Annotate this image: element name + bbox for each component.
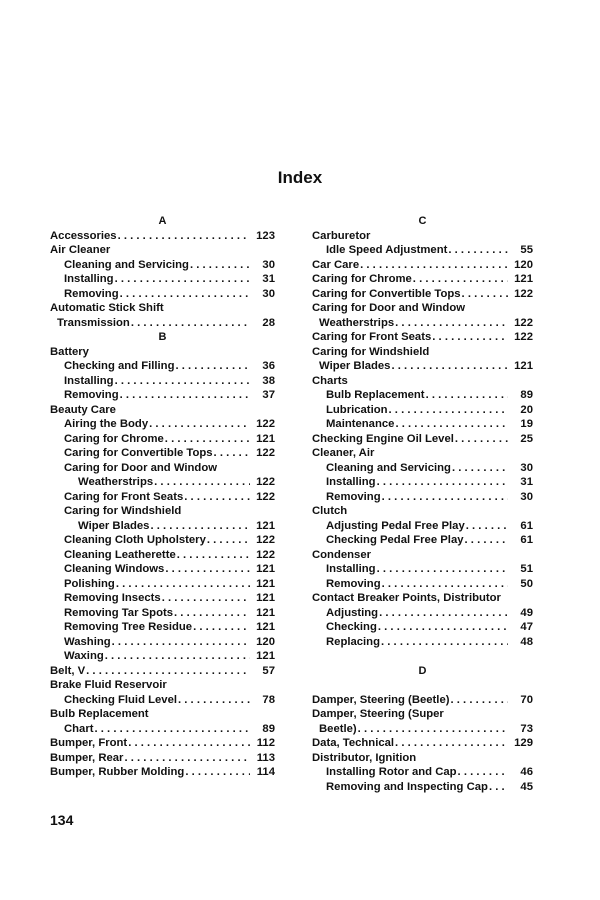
- entry-text: Beauty Care: [50, 403, 116, 416]
- dot-leader: [112, 635, 250, 650]
- index-entry: [50, 519, 275, 534]
- dot-leader: [448, 243, 508, 258]
- index-entry: [50, 475, 275, 490]
- dot-leader: [360, 258, 508, 273]
- entry-page-number: 57: [262, 664, 275, 677]
- entry-text: Removing: [64, 287, 119, 300]
- dot-leader: [378, 620, 508, 635]
- dot-leader: [382, 577, 508, 592]
- index-entry: [50, 722, 275, 737]
- dot-leader: [150, 519, 250, 534]
- index-entry: [312, 736, 533, 751]
- dot-leader: [395, 736, 508, 751]
- dot-leader: [184, 490, 250, 505]
- index-entry: [50, 461, 275, 476]
- dot-leader: [177, 548, 250, 563]
- dot-leader: [185, 765, 250, 780]
- entry-text: Installing: [64, 273, 114, 285]
- entry-text: Condenser: [312, 548, 372, 561]
- entry-page-number: 121: [256, 563, 275, 575]
- dot-leader: [391, 359, 508, 374]
- index-entry: [50, 272, 275, 287]
- entry-text: Cleaning Windows: [64, 563, 165, 575]
- entry-text: Beetle): [319, 722, 357, 735]
- section-letter: D: [418, 664, 427, 677]
- dot-leader: [118, 229, 250, 244]
- entry-page-number: 49: [520, 606, 533, 619]
- entry-text: Polishing: [64, 577, 115, 590]
- entry-page-number: 122: [256, 490, 275, 503]
- index-entry: [312, 272, 533, 287]
- entry-text: Removing Tar Spots: [64, 606, 174, 619]
- entry-page-number: 47: [520, 621, 533, 633]
- entry-page-number: 122: [256, 447, 275, 459]
- dot-leader: [395, 316, 508, 331]
- dot-leader: [466, 519, 508, 534]
- dot-leader: [174, 606, 250, 621]
- index-entry: [50, 664, 275, 679]
- index-entry: [312, 606, 533, 621]
- index-entry: [312, 504, 533, 519]
- entry-text: Wiper Blades: [78, 519, 150, 532]
- index-entry: [50, 432, 275, 447]
- entry-page-number: 122: [514, 331, 533, 343]
- index-entry: [312, 388, 533, 403]
- index-entry: [50, 490, 275, 505]
- dot-leader: [377, 562, 508, 577]
- index-entry: [312, 562, 533, 577]
- entry-text: Installing Rotor and Cap: [326, 766, 457, 778]
- entry-text: Cleaner, Air: [312, 447, 375, 459]
- dot-leader: [426, 388, 508, 403]
- entry-text: Airing the Body: [64, 418, 149, 430]
- dot-leader: [214, 446, 250, 461]
- entry-page-number: 20: [520, 403, 533, 416]
- entry-page-number: 19: [520, 418, 533, 430]
- index-entry: [50, 229, 275, 244]
- index-column-right: [312, 214, 533, 794]
- section-letter: C: [418, 215, 427, 227]
- entry-page-number: 113: [256, 751, 275, 764]
- index-entry: [312, 490, 533, 505]
- index-entry: [312, 403, 533, 418]
- entry-page-number: 28: [262, 316, 275, 329]
- index-entry: [50, 765, 275, 780]
- dot-leader: [389, 403, 508, 418]
- entry-text: Checking: [326, 621, 377, 633]
- entry-page-number: 73: [520, 722, 533, 735]
- index-entry: [312, 258, 533, 273]
- entry-text: Bumper, Rear: [50, 751, 124, 764]
- entry-text: Transmission: [57, 316, 130, 329]
- index-entry: [50, 562, 275, 577]
- dot-leader: [131, 316, 250, 331]
- dot-leader: [489, 780, 508, 795]
- section-letter: B: [158, 331, 167, 343]
- entry-text: Air Cleaner: [50, 244, 111, 256]
- entry-text: Installing: [326, 476, 376, 488]
- index-entry: [50, 620, 275, 635]
- dot-leader: [382, 490, 508, 505]
- dot-leader: [451, 693, 509, 708]
- dot-leader: [124, 751, 250, 766]
- entry-text: Caring for Door and Window: [312, 302, 466, 314]
- entry-text: Car Care: [312, 258, 360, 271]
- index-entry: [312, 374, 533, 389]
- entry-text: Removing: [326, 577, 381, 590]
- entry-text: Bumper, Front: [50, 737, 128, 749]
- index-entry: [312, 475, 533, 490]
- entry-text: Cleaning and Servicing: [326, 461, 451, 474]
- entry-text: Damper, Steering (Super: [312, 708, 444, 720]
- index-entry: [312, 359, 533, 374]
- index-entry: [50, 374, 275, 389]
- dot-leader: [175, 359, 250, 374]
- dot-leader: [154, 475, 250, 490]
- index-entry: [312, 243, 533, 258]
- entry-page-number: 121: [256, 592, 275, 604]
- index-entry: [312, 635, 533, 650]
- entry-page-number: 30: [520, 461, 533, 474]
- index-entry: [50, 316, 275, 331]
- dot-leader: [165, 432, 250, 447]
- index-entry: [312, 446, 533, 461]
- index-entry: [50, 446, 275, 461]
- entry-page-number: 30: [520, 490, 533, 503]
- entry-text: Replacing: [326, 635, 380, 648]
- index-entry: [50, 635, 275, 650]
- entry-text: Maintenance: [326, 418, 395, 430]
- index-entry: [50, 606, 275, 621]
- entry-page-number: 121: [256, 519, 275, 532]
- entry-page-number: 36: [262, 360, 275, 372]
- entry-text: Checking Engine Oil Level: [312, 432, 454, 445]
- entry-page-number: 122: [514, 316, 533, 329]
- dot-leader: [465, 533, 508, 548]
- entry-page-number: 122: [256, 418, 275, 430]
- entry-page-number: 61: [520, 534, 533, 546]
- dot-leader: [105, 649, 250, 664]
- entry-text: Caring for Convertible Tops: [64, 447, 213, 459]
- entry-page-number: 31: [262, 273, 275, 285]
- entry-text: Removing Tree Residue: [64, 621, 193, 633]
- dot-leader: [458, 765, 508, 780]
- entry-page-number: 120: [514, 258, 533, 271]
- index-entry: [50, 345, 275, 360]
- entry-text: Damper, Steering (Beetle): [312, 693, 450, 706]
- dot-leader: [452, 461, 508, 476]
- dot-leader: [162, 591, 250, 606]
- entry-page-number: 89: [262, 722, 275, 735]
- index-entry: [50, 287, 275, 302]
- index-entry: [312, 707, 533, 722]
- entry-text: Data, Technical: [312, 737, 395, 749]
- index-entry: [312, 780, 533, 795]
- index-entry: [50, 548, 275, 563]
- entry-page-number: 121: [514, 273, 533, 285]
- entry-page-number: 30: [262, 258, 275, 271]
- index-entry: [50, 403, 275, 418]
- entry-page-number: 123: [256, 229, 275, 242]
- index-entry: [50, 707, 275, 722]
- entry-page-number: 31: [520, 476, 533, 488]
- entry-text: Bulb Replacement: [326, 389, 425, 401]
- dot-leader: [358, 722, 508, 737]
- entry-text: Checking Pedal Free Play: [326, 534, 464, 546]
- index-entry: [312, 345, 533, 360]
- entry-text: Removing: [326, 490, 381, 503]
- entry-text: Removing and Inspecting Cap: [326, 780, 488, 793]
- entry-page-number: 55: [520, 244, 533, 256]
- entry-text: Lubrication: [326, 403, 388, 416]
- entry-text: Charts: [312, 374, 348, 387]
- entry-text: Washing: [64, 635, 111, 648]
- index-entry: [50, 417, 275, 432]
- entry-text: Removing: [64, 389, 119, 401]
- entry-text: Caring for Door and Window: [64, 461, 218, 474]
- page-title: Index: [277, 168, 323, 187]
- entry-page-number: 25: [520, 432, 533, 445]
- index-entry: [50, 504, 275, 519]
- entry-text: Cleaning Cloth Upholstery: [64, 534, 206, 546]
- index-entry: [312, 722, 533, 737]
- entry-text: Waxing: [64, 650, 104, 662]
- section-spacer: [312, 678, 533, 693]
- entry-text: Caring for Front Seats: [64, 490, 184, 503]
- index-entry: [50, 751, 275, 766]
- entry-page-number: 121: [256, 432, 275, 445]
- entry-text: Installing: [326, 563, 376, 575]
- entry-page-number: 51: [520, 563, 533, 575]
- dot-leader: [149, 417, 250, 432]
- entry-text: Wiper Blades: [319, 360, 391, 372]
- entry-text: Bulb Replacement: [50, 708, 149, 720]
- entry-page-number: 122: [256, 548, 275, 561]
- dot-leader: [455, 432, 508, 447]
- entry-text: Clutch: [312, 505, 348, 517]
- index-entry: [312, 417, 533, 432]
- index-entry: [312, 229, 533, 244]
- dot-leader: [432, 330, 508, 345]
- index-entry: [312, 301, 533, 316]
- entry-page-number: 70: [520, 693, 533, 706]
- entry-page-number: 48: [520, 635, 533, 648]
- dot-leader: [95, 722, 251, 737]
- index-entry: [50, 388, 275, 403]
- index-entry: [312, 432, 533, 447]
- entry-text: Chart: [64, 722, 94, 735]
- entry-page-number: 78: [262, 693, 275, 706]
- dot-leader: [413, 272, 508, 287]
- entry-text: Cleaning Leatherette: [64, 548, 176, 561]
- entry-text: Caring for Windshield: [64, 505, 182, 517]
- entry-text: Caring for Windshield: [312, 345, 430, 358]
- entry-text: Idle Speed Adjustment: [326, 244, 448, 256]
- entry-text: Weatherstrips: [319, 316, 395, 329]
- dot-leader: [128, 736, 250, 751]
- entry-text: Automatic Stick Shift: [50, 302, 164, 314]
- entry-text: Cleaning and Servicing: [64, 258, 189, 271]
- entry-text: Caring for Chrome: [312, 273, 412, 285]
- entry-page-number: 122: [514, 287, 533, 300]
- index-entry: [50, 258, 275, 273]
- dot-leader: [395, 417, 508, 432]
- index-entry: [312, 519, 533, 534]
- entry-page-number: 89: [520, 389, 533, 401]
- entry-page-number: 122: [256, 476, 275, 488]
- dot-leader: [86, 664, 250, 679]
- entry-text: Carburetor: [312, 229, 371, 242]
- entry-text: Bumper, Rubber Molding: [50, 766, 185, 778]
- index-entry: [312, 591, 533, 606]
- index-entry: [312, 751, 533, 766]
- dot-leader: [115, 374, 250, 389]
- index-entry: [312, 533, 533, 548]
- dot-leader: [381, 635, 508, 650]
- entry-page-number: 121: [256, 606, 275, 619]
- entry-page-number: 121: [514, 360, 533, 372]
- index-entry: [50, 693, 275, 708]
- section-spacer: [312, 649, 533, 664]
- entry-page-number: 112: [256, 737, 275, 749]
- entry-text: Adjusting Pedal Free Play: [326, 519, 465, 532]
- index-entry: [50, 678, 275, 693]
- index-entry: [312, 693, 533, 708]
- dot-leader: [377, 475, 508, 490]
- entry-text: Distributor, Ignition: [312, 751, 417, 764]
- entry-page-number: 114: [256, 766, 275, 778]
- index-entry: [312, 620, 533, 635]
- entry-text: Caring for Front Seats: [312, 331, 432, 343]
- dot-leader: [115, 272, 250, 287]
- entry-text: Contact Breaker Points, Distributor: [312, 592, 501, 604]
- index-entry: [50, 359, 275, 374]
- entry-page-number: 50: [520, 577, 533, 590]
- index-entry: [50, 591, 275, 606]
- page-number: 134: [50, 812, 74, 828]
- entry-page-number: 121: [256, 577, 275, 590]
- entry-text: Checking and Filling: [64, 360, 175, 372]
- index-entry: [312, 577, 533, 592]
- dot-leader: [190, 258, 250, 273]
- entry-page-number: 46: [520, 766, 533, 778]
- index-entry: [312, 461, 533, 476]
- dot-leader: [120, 388, 250, 403]
- dot-leader: [165, 562, 250, 577]
- dot-leader: [193, 620, 250, 635]
- dot-leader: [116, 577, 250, 592]
- entry-page-number: 37: [262, 389, 275, 401]
- index-column-left: [50, 214, 275, 780]
- entry-text: Battery: [50, 345, 89, 358]
- section-letter: A: [158, 215, 167, 227]
- index-entry: [312, 287, 533, 302]
- entry-text: Checking Fluid Level: [64, 693, 177, 706]
- dot-leader: [178, 693, 250, 708]
- entry-page-number: 38: [262, 374, 275, 387]
- entry-page-number: 30: [262, 287, 275, 300]
- entry-text: Caring for Chrome: [64, 432, 164, 445]
- index-entry: [50, 243, 275, 258]
- index-entry: [312, 765, 533, 780]
- index-entry: [50, 649, 275, 664]
- entry-text: Weatherstrips: [78, 476, 154, 488]
- entry-page-number: 120: [256, 635, 275, 648]
- dot-leader: [462, 287, 508, 302]
- index-entry: [50, 533, 275, 548]
- entry-text: Brake Fluid Reservoir: [50, 679, 167, 691]
- dot-leader: [379, 606, 508, 621]
- index-entry: [50, 577, 275, 592]
- entry-page-number: 121: [256, 621, 275, 633]
- entry-page-number: 121: [256, 650, 275, 662]
- entry-page-number: 45: [520, 780, 533, 793]
- index-entry: [312, 330, 533, 345]
- dot-leader: [120, 287, 250, 302]
- entry-page-number: 129: [514, 737, 533, 749]
- entry-page-number: 122: [256, 534, 275, 546]
- entry-text: Belt, V: [50, 664, 86, 677]
- index-entry: [312, 548, 533, 563]
- entry-text: Caring for Convertible Tops: [312, 287, 461, 300]
- entry-text: Adjusting: [326, 606, 379, 619]
- entry-text: Removing Insects: [64, 592, 161, 604]
- index-entry: [312, 316, 533, 331]
- entry-text: Accessories: [50, 229, 117, 242]
- entry-page-number: 61: [520, 519, 533, 532]
- entry-text: Installing: [64, 374, 114, 387]
- index-entry: [50, 736, 275, 751]
- index-entry: [50, 301, 275, 316]
- dot-leader: [207, 533, 250, 548]
